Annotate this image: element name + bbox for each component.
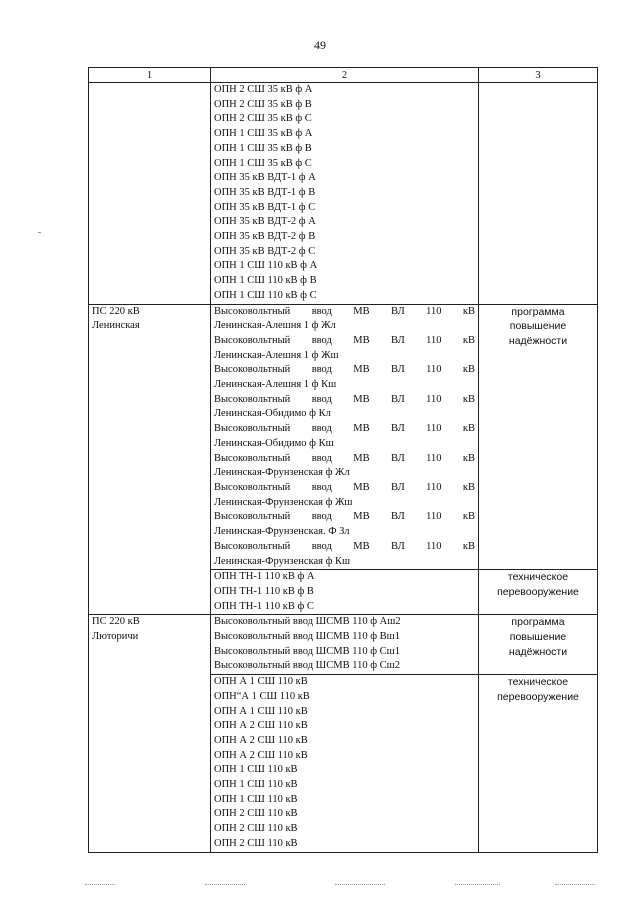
table-row-leninskaya-1 (89, 304, 598, 570)
equipment-item: ОПН 1 СШ 110 кВ (214, 764, 298, 776)
equipment-item: ОПН 1 СШ 110 кВ ф В (214, 275, 317, 287)
note-cell (479, 570, 598, 615)
equipment-list-cell (211, 570, 479, 615)
equipment-item: ОПН А 2 СШ 110 кВ (214, 720, 308, 732)
equipment-item: ОПН 2 СШ 35 кВ ф А (214, 84, 313, 95)
equipment-item: Ленинская-Фрунзенская ф Кш (214, 555, 351, 567)
equipment-list-cell (211, 83, 479, 305)
equipment-item: ОПН 1 СШ 35 кВ ф С (214, 157, 312, 169)
equipment-item: ОПН 35 кВ ВДТ-1 ф В (214, 186, 316, 198)
equipment-item: ОПН 1 СШ 110 кВ ф С (214, 289, 317, 301)
substation-cell-lyutorichi (89, 615, 211, 852)
equipment-item: ОПН 35 кВ ВДТ-1 ф А (214, 172, 316, 184)
note-cell (479, 304, 598, 570)
scan-mark (335, 884, 385, 886)
equipment-item: ОПН 1 СШ 110 кВ (214, 779, 298, 791)
note-cell-empty (479, 83, 598, 305)
equipment-item: ОПН“А 1 СШ 110 кВ (214, 690, 310, 702)
equipment-item: Высоковольтный ввод МВ ВЛ 110 кВ (214, 423, 475, 435)
scan-mark (205, 884, 245, 886)
equipment-item: ОПН ТН-1 110 кВ ф А (214, 571, 315, 583)
substation-name: Ленинская (92, 320, 140, 332)
equipment-list-cell (211, 675, 479, 852)
note-line: техническое (507, 676, 569, 689)
equipment-item: ОПН 35 кВ ВДТ-2 ф В (214, 231, 316, 243)
note-line: перевооружение (497, 585, 579, 598)
equipment-item: Высоковольтный ввод МВ ВЛ 110 кВ (214, 305, 475, 317)
equipment-item: Ленинская-Фрунзенская. Ф Зл (214, 526, 350, 538)
equipment-item: ОПН 2 СШ 110 кВ (214, 808, 298, 820)
note-line: повышение (509, 631, 567, 644)
equipment-item: Высоковольтный ввод МВ ВЛ 110 кВ (214, 334, 475, 346)
scan-mark (455, 884, 500, 886)
equipment-item: ОПН 35 кВ ВДТ-2 ф А (214, 216, 316, 228)
equipment-item: Высоковольтный ввод ШСМВ 110 ф Сш1 (214, 645, 400, 657)
note-line: повышение (509, 320, 567, 333)
note-cell (479, 615, 598, 675)
substation-cell-empty (89, 83, 211, 305)
table-row-lyutorichi-1 (89, 615, 598, 675)
scan-mark (85, 884, 115, 886)
equipment-item: ОПН 35 кВ ВДТ-1 ф С (214, 201, 316, 213)
equipment-item: ОПН ТН-1 110 кВ ф В (214, 585, 314, 597)
equipment-list-cell (211, 615, 479, 675)
column-number-2: 2 (211, 68, 479, 83)
note-cell (479, 675, 598, 852)
equipment-item: ОПН 2 СШ 35 кВ ф В (214, 98, 312, 110)
note-line: техническое (507, 571, 569, 584)
equipment-item: ОПН А 1 СШ 110 кВ (214, 676, 308, 688)
note-line: надёжности (508, 334, 568, 347)
scan-artifact (38, 232, 41, 233)
equipment-item: ОПН 2 СШ 110 кВ (214, 837, 298, 849)
equipment-item: ОПН ТН-1 110 кВ ф С (214, 600, 314, 612)
equipment-item: Высоковольтный ввод ШСМВ 110 ф Вш1 (214, 631, 400, 643)
equipment-item: Высоковольтный ввод ШСМВ 110 ф Аш2 (214, 616, 401, 628)
note-line: надёжности (508, 645, 568, 658)
equipment-item: Высоковольтный ввод МВ ВЛ 110 кВ (214, 393, 475, 405)
equipment-item: Высоковольтный ввод МВ ВЛ 110 кВ (214, 452, 475, 464)
substation-type: ПС 220 кВ (92, 305, 140, 317)
table-row-continuation (89, 83, 598, 305)
scan-artifact-marks (85, 884, 605, 890)
page-number: 49 (314, 38, 326, 52)
equipment-item: ОПН 1 СШ 110 кВ (214, 793, 298, 805)
substation-type: ПС 220 кВ (92, 616, 140, 628)
equipment-item: Высоковольтный ввод МВ ВЛ 110 кВ (214, 540, 475, 552)
scan-mark (555, 884, 595, 886)
equipment-list-cell (211, 304, 479, 570)
column-number-3: 3 (479, 68, 598, 83)
equipment-item: Ленинская-Обидимо ф Кл (214, 408, 331, 420)
equipment-item: Ленинская-Фрунзенская ф Жл (214, 467, 350, 479)
column-number-1: 1 (89, 68, 211, 83)
note-line: программа (511, 616, 565, 629)
equipment-item: Ленинская-Алешня 1 ф Жш (214, 349, 339, 361)
equipment-item: Ленинская-Фрунзенская ф Жш (214, 496, 353, 508)
equipment-item: Ленинская-Алешня 1 ф Кш (214, 379, 337, 391)
equipment-item: ОПН А 2 СШ 110 кВ (214, 749, 308, 761)
equipment-table (88, 67, 598, 853)
equipment-item: Высоковольтный ввод МВ ВЛ 110 кВ (214, 511, 475, 523)
equipment-item: ОПН 1 СШ 35 кВ ф В (214, 142, 312, 154)
equipment-item: ОПН 2 СШ 110 кВ (214, 823, 298, 835)
substation-cell-leninskaya (89, 304, 211, 615)
equipment-item: Высоковольтный ввод МВ ВЛ 110 кВ (214, 364, 475, 376)
equipment-item: ОПН А 2 СШ 110 кВ (214, 734, 308, 746)
equipment-item: Ленинская-Обидимо ф Кш (214, 437, 334, 449)
equipment-item: Высоковольтный ввод ШСМВ 110 ф Сш2 (214, 660, 400, 672)
equipment-item: ОПН 1 СШ 35 кВ ф А (214, 128, 313, 140)
substation-name: Люторичи (92, 631, 139, 643)
equipment-item: Ленинская-Алешня 1 ф Жл (214, 320, 336, 332)
equipment-item: Высоковольтный ввод МВ ВЛ 110 кВ (214, 481, 475, 493)
table-header-row (89, 68, 598, 83)
note-line: перевооружение (497, 690, 579, 703)
equipment-item: ОПН А 1 СШ 110 кВ (214, 705, 308, 717)
equipment-item: ОПН 2 СШ 35 кВ ф С (214, 113, 312, 125)
note-line: программа (511, 305, 565, 318)
equipment-item: ОПН 35 кВ ВДТ-2 ф С (214, 245, 316, 257)
equipment-item: ОПН 1 СШ 110 кВ ф А (214, 260, 318, 272)
